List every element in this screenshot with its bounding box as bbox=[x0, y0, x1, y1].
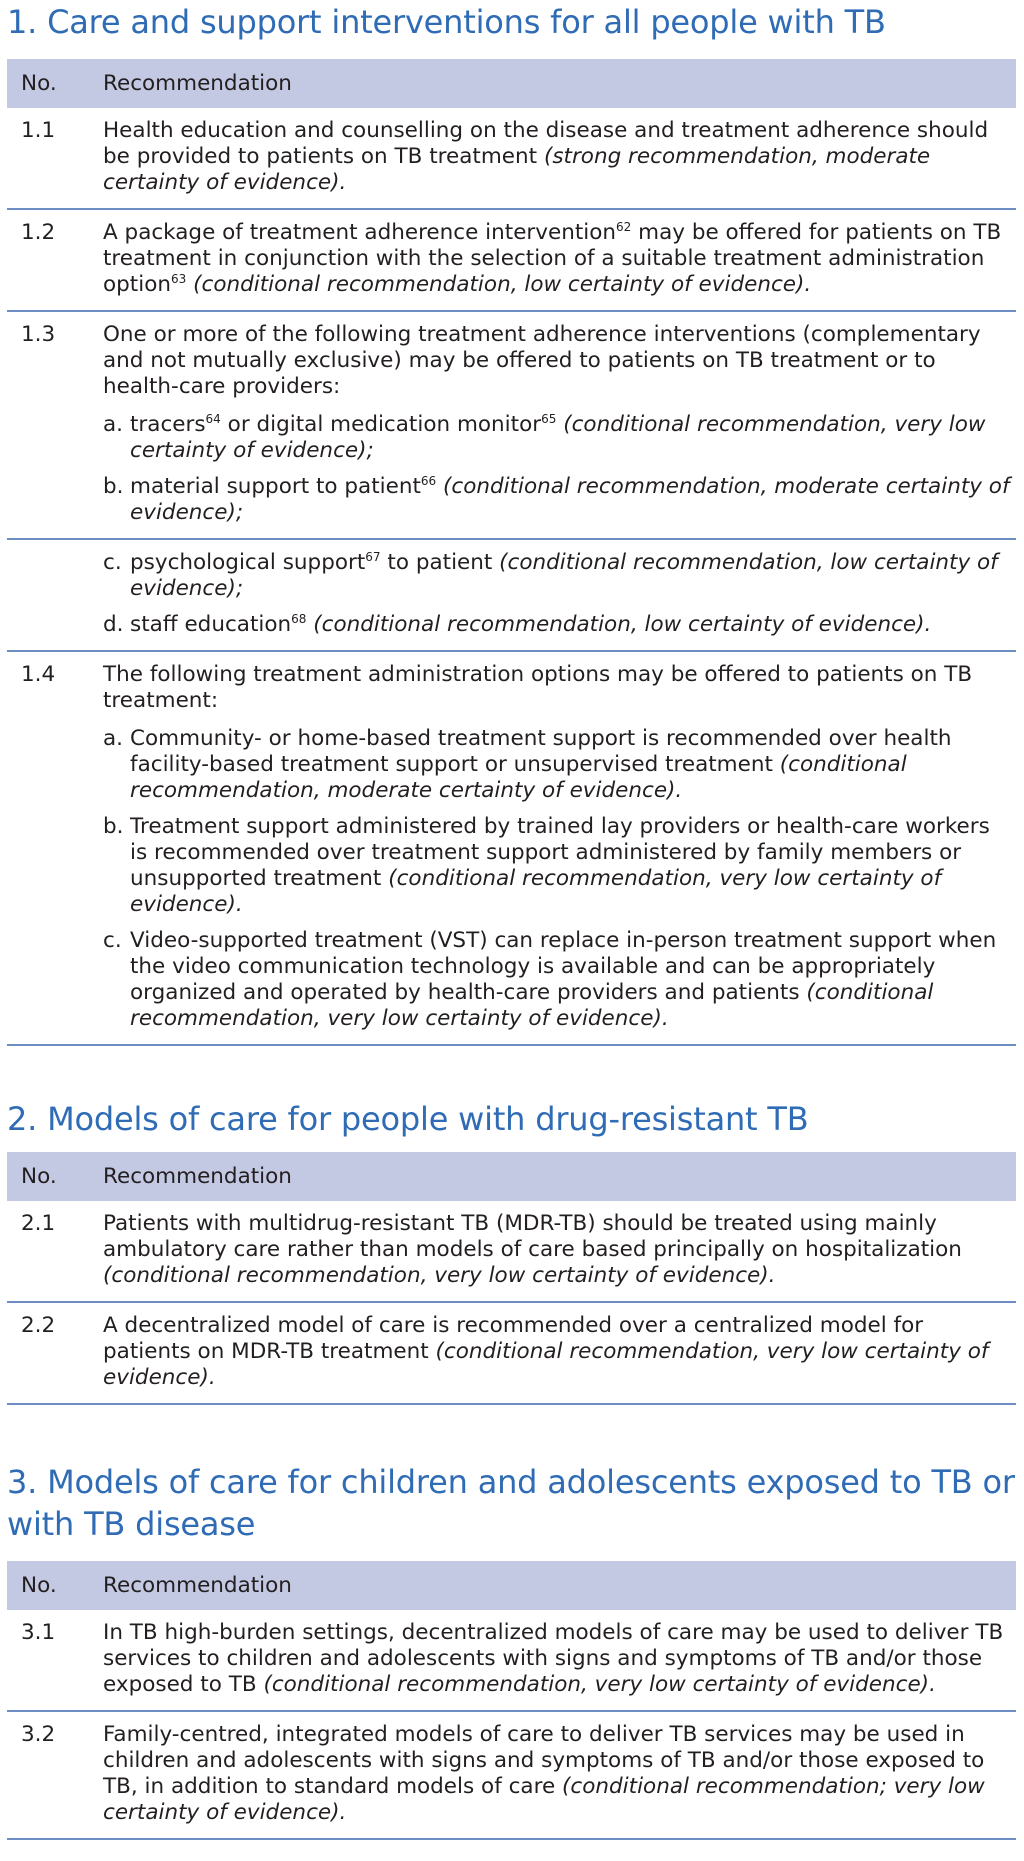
column-header-recommendation: Recommendation bbox=[103, 1561, 1016, 1610]
row-number: 1.3 bbox=[7, 311, 103, 539]
item-text: staff education bbox=[130, 612, 292, 637]
table-header-row bbox=[7, 59, 1016, 108]
recommendation-text: A package of treatment adherence intervention bbox=[103, 220, 617, 245]
list-letter: b. bbox=[103, 474, 124, 499]
section-children-adolescents bbox=[7, 1405, 1016, 1840]
item-text: psychological support bbox=[130, 550, 366, 575]
item-text: Treatment support administered by trained lay providers or health-care workers is recommended over treatment support administered by family members or unsupported treatment bbox=[130, 814, 990, 891]
recommendation-table bbox=[7, 1561, 1016, 1840]
list-letter: b. bbox=[103, 814, 124, 839]
footnote-ref[interactable]: 63 bbox=[171, 271, 187, 286]
row-recommendation bbox=[103, 209, 1016, 311]
table-row bbox=[7, 651, 1016, 1045]
recommendation-text: Patients with multidrug-resistant TB (MDR-TB) should be treated using mainly ambulatory care rather than models of care based principally on hospitalization bbox=[103, 1211, 962, 1262]
table-header-row bbox=[7, 1152, 1016, 1201]
item-text: Community- or home-based treatment support is recommended over health facility-based treatment support or unsupervised treatment bbox=[130, 726, 952, 777]
row-recommendation bbox=[103, 1302, 1016, 1404]
evidence-note: (conditional recommendation, moderate certainty of evidence); bbox=[130, 474, 1010, 525]
section-title: 3. Models of care for children and adolescents exposed to TB or with TB disease bbox=[7, 1463, 1015, 1543]
recommendation-lead: One or more of the following treatment adherence interventions (complementary and not mutually exclusive) may be offered to patients on TB treatment or to health-care providers: bbox=[103, 322, 981, 399]
row-recommendation bbox=[103, 1201, 1016, 1302]
evidence-note: (conditional recommendation, very low certainty of evidence). bbox=[130, 980, 934, 1031]
row-recommendation bbox=[103, 539, 1016, 651]
section-title: 2. Models of care for people with drug-resistant TB bbox=[7, 1100, 809, 1138]
evidence-note: (conditional recommendation, moderate certainty of evidence). bbox=[130, 752, 907, 803]
footnote-ref[interactable]: 64 bbox=[205, 411, 221, 426]
table-header-row bbox=[7, 1561, 1016, 1610]
table-row bbox=[7, 1201, 1016, 1302]
recommendation-text: Family-centred, integrated models of care to deliver TB services may be used in children and adolescents with signs and symptoms of TB and/or those exposed to TB, in addition to standard models of care bbox=[103, 1722, 985, 1799]
evidence-note: (conditional recommendation, very low certainty of evidence). bbox=[130, 866, 942, 917]
row-number: 3.2 bbox=[7, 1711, 103, 1839]
evidence-note: (conditional recommendation, very low certainty of evidence). bbox=[103, 1339, 989, 1390]
list-letter: c. bbox=[103, 928, 122, 953]
section-drug-resistant bbox=[7, 1046, 1016, 1405]
table-row bbox=[7, 311, 1016, 539]
column-header-recommendation: Recommendation bbox=[103, 1152, 1016, 1201]
evidence-note: (conditional recommendation, low certainty of evidence). bbox=[313, 612, 932, 637]
list-item bbox=[103, 412, 1012, 464]
evidence-note: (conditional recommendation, very low certainty of evidence); bbox=[130, 412, 986, 463]
item-text: Video-supported treatment (VST) can replace in-person treatment support when the video communication technology is available and can be appropriately organized and operated by health-care providers and patients bbox=[130, 928, 997, 1005]
table-row bbox=[7, 108, 1016, 209]
row-recommendation bbox=[103, 651, 1016, 1045]
list-item bbox=[103, 474, 1012, 526]
list-letter: a. bbox=[103, 412, 124, 437]
evidence-note: (conditional recommendation, low certainty of evidence). bbox=[193, 272, 812, 297]
list-item bbox=[103, 726, 1012, 804]
evidence-note: (conditional recommendation; very low certainty of evidence). bbox=[103, 1774, 985, 1825]
evidence-note: (conditional recommendation, very low certainty of evidence). bbox=[263, 1672, 936, 1697]
row-recommendation bbox=[103, 1610, 1016, 1711]
row-number: 3.1 bbox=[7, 1610, 103, 1711]
row-number: 1.2 bbox=[7, 209, 103, 311]
section-title: 1. Care and support interventions for all people with TB bbox=[7, 3, 886, 41]
section-care-support bbox=[7, 0, 1016, 1046]
recommendation-text: In TB high-burden settings, decentralized models of care may be used to deliver TB services to children and adolescents with signs and symptoms of TB and/or those exposed to TB bbox=[103, 1620, 1004, 1697]
recommendation-table bbox=[7, 59, 1016, 1046]
column-header-no: No. bbox=[7, 1152, 103, 1201]
item-text: to patient bbox=[380, 550, 493, 575]
table-row bbox=[7, 209, 1016, 311]
list-item bbox=[103, 928, 1012, 1032]
item-text: material support to patient bbox=[130, 474, 421, 499]
footnote-ref[interactable]: 65 bbox=[541, 411, 557, 426]
list-item bbox=[103, 612, 1012, 638]
list-letter: c. bbox=[103, 550, 122, 575]
recommendation-table bbox=[7, 1152, 1016, 1405]
footnote-ref[interactable]: 67 bbox=[365, 549, 381, 564]
footnote-ref[interactable]: 68 bbox=[291, 611, 307, 626]
table-row bbox=[7, 1302, 1016, 1404]
column-header-no: No. bbox=[7, 59, 103, 108]
evidence-note: (strong recommendation, moderate certainty of evidence). bbox=[103, 144, 931, 195]
table-row bbox=[7, 539, 1016, 651]
item-text: tracers bbox=[130, 412, 206, 437]
table-row bbox=[7, 1610, 1016, 1711]
evidence-note: (conditional recommendation, low certainty of evidence); bbox=[130, 550, 998, 601]
list-letter: a. bbox=[103, 726, 124, 751]
row-recommendation bbox=[103, 108, 1016, 209]
footnote-ref[interactable]: 62 bbox=[616, 219, 632, 234]
recommendation-lead: The following treatment administration options may be offered to patients on TB treatment: bbox=[103, 662, 973, 713]
recommendation-text: Health education and counselling on the disease and treatment adherence should be provided to patients on TB treatment bbox=[103, 118, 989, 169]
row-recommendation bbox=[103, 1711, 1016, 1839]
column-header-no: No. bbox=[7, 1561, 103, 1610]
row-number-empty bbox=[7, 539, 103, 651]
recommendation-text: may be offered for patients on TB treatment in conjunction with the selection of a suitable treatment administration option bbox=[103, 220, 1002, 297]
row-number: 2.2 bbox=[7, 1302, 103, 1404]
list-item bbox=[103, 814, 1012, 918]
row-number: 2.1 bbox=[7, 1201, 103, 1302]
footnote-ref[interactable]: 66 bbox=[420, 473, 437, 488]
column-header-recommendation: Recommendation bbox=[103, 59, 1016, 108]
recommendation-text: A decentralized model of care is recommended over a centralized model for patients on MDR-TB treatment bbox=[103, 1313, 924, 1364]
row-number: 1.1 bbox=[7, 108, 103, 209]
item-text: or digital medication monitor bbox=[220, 412, 542, 437]
table-row bbox=[7, 1711, 1016, 1839]
row-recommendation bbox=[103, 311, 1016, 539]
row-number: 1.4 bbox=[7, 651, 103, 1045]
evidence-note: (conditional recommendation, very low certainty of evidence). bbox=[103, 1263, 776, 1288]
list-letter: d. bbox=[103, 612, 124, 637]
list-item bbox=[103, 550, 1012, 602]
